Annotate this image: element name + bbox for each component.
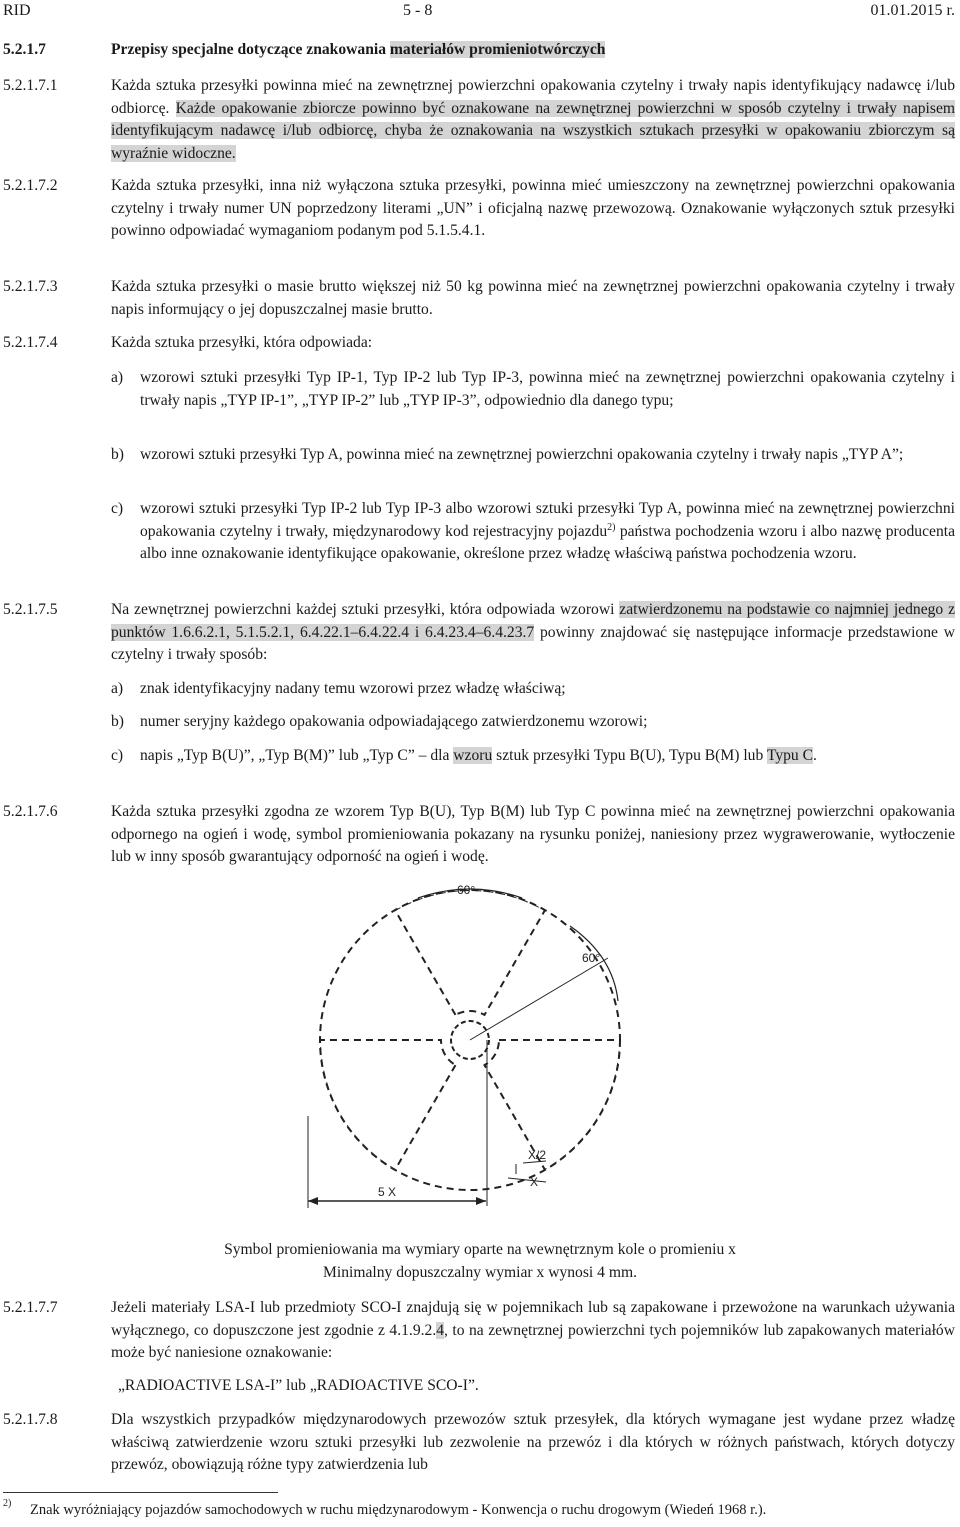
list-item-label: b) [111, 446, 124, 463]
paragraph-number: 5.2.1.7.8 [3, 1411, 58, 1428]
highlighted-text: 4 [436, 1321, 445, 1339]
angle-label-top: 60° [457, 883, 476, 897]
list-item-label: c) [111, 747, 124, 764]
paragraph-number: 5.2.1.7.4 [3, 334, 58, 351]
paragraph-number: 5.2.1.7.6 [3, 803, 58, 820]
header-date: 01.01.2015 r. [870, 2, 955, 19]
page-header [0, 0, 960, 24]
list-item-label: c) [111, 500, 124, 517]
list-item-label: b) [111, 713, 124, 730]
trefoil-blade-3 [320, 1040, 456, 1170]
highlighted-text: Każde opakowanie zbiorcze powinno być oznakowane na zewnętrznej powierzchni w sposób czytelny i trwały napisem identyfikującym nadawcę i/lub odbiorcę, chyba że oznakowania na wszystkich sztukach przesyłki w opakowaniu zbiorczym są wyraźnie widoczne. [111, 99, 956, 162]
marking-example: „RADIOACTIVE LSA-I” lub „RADIOACTIVE SCO-I”. [118, 1377, 479, 1394]
highlighted-text: wzoru [453, 747, 493, 764]
trefoil-blade-1 [395, 890, 545, 1015]
list-item-label: a) [111, 680, 124, 697]
radial-guide-line [470, 958, 608, 1040]
list-item-text: wzorowi sztuki przesyłki Typ A, powinna mieć na zewnętrznej powierzchni opakowania czytelny i trwały napis „TYP A”; [140, 446, 904, 463]
footnote-text: Znak wyróżniający pojazdów samochodowych w ruchu międzynarodowym - Konwencja o ruchu drogowym (Wiedeń 1968 r.). [30, 1502, 767, 1518]
paragraph-number: 5.2.1.7.3 [3, 278, 58, 295]
trefoil-blade-2 [485, 1040, 621, 1170]
section-number: 5.2.1.7 [3, 41, 46, 58]
radiation-symbol-diagram [268, 876, 692, 1232]
dimension-label-x-half: X/2 [528, 1148, 547, 1162]
list-item-text: napis „Typ B(U)”, „Typ B(M)” lub „Typ C” – dla wzoru sztuk przesyłki Typu B(U), Typu B(M) lub Typu C. [140, 747, 817, 764]
dimension-label-5x: 5 X [378, 1185, 397, 1199]
angle-label-right: 60° [582, 951, 601, 965]
paragraph-text: Na zewnętrznej powierzchni każdej sztuki przesyłki, która odpowiada wzorowi zatwierdzonemu na podstawie co najmniej jednego z punktów 1.6.6.2.1, 5.1.5.2.1, 6.4.22.1–6.4.22.4 i 6.4.23.4–6.4.23.7 powinny znajdować się następujące informacje przedstawione w czytelny i trwały sposób: [111, 601, 955, 663]
paragraph-number: 5.2.1.7.1 [3, 77, 58, 94]
paragraph-text: Dla wszystkich przypadków międzynarodowych przewozów sztuk przesyłek, dla których wymagane jest wydane przez władzę właściwą zatwierdzenie wzoru sztuki przesyłki lub zezwolenie na przewóz i dla których w różnych państwach, których dotyczy przewóz, obowiązują różne typy zatwierdzenia lub [111, 1411, 955, 1473]
paragraph-text: Każda sztuka przesyłki, która odpowiada: [111, 334, 373, 351]
header-page-number: 5 - 8 [403, 2, 433, 19]
paragraph-number: 5.2.1.7.7 [3, 1299, 58, 1316]
paragraph-number: 5.2.1.7.2 [3, 177, 58, 194]
figure-caption-2: Minimalny dopuszczalny wymiar x wynosi 4 mm. [323, 1264, 637, 1281]
arrow-left-icon [308, 1197, 318, 1205]
header-doc-name: RID [3, 2, 31, 19]
x-leader [508, 1178, 546, 1182]
paragraph-text: Każda sztuka przesyłki o masie brutto większej niż 50 kg powinna mieć na zewnętrznej powierzchni opakowania czytelny i trwały napis informujący o jej dopuszczalnej masie brutto. [111, 278, 955, 318]
footnote-mark: 2) [3, 1498, 12, 1509]
footnote-reference: 2) [607, 521, 616, 533]
paragraph-text: Jeżeli materiały LSA-I lub przedmioty SCO-I znajdują się w pojemnikach lub są zapakowane i przewożone na warunkach używania wyłącznego, co dopuszczone jest zgodnie z 4.1.9.2.4, to na zewnętrznej powierzchni tych pojemników lub zapakowanych materiałów może być naniesione oznakowanie: [111, 1299, 955, 1361]
highlighted-text: zatwierdzonemu na podstawie co najmniej jednego z punktów 1.6.6.2.1, 5.1.5.2.1, 6.4.22.1–6.4.22.4 i 6.4.23.4–6.4.23.7 [111, 601, 955, 641]
arrow-right-icon [476, 1197, 486, 1205]
paragraph-text: Każda sztuka przesyłki, inna niż wyłączona sztuka przesyłki, powinna mieć umieszczony na zewnętrznej powierzchni opakowania czytelny i trwały numer UN poprzedzony literami „UN” i oficjalną nazwę przewozową. Oznakowanie wyłączonych sztuk przesyłki powinno odpowiadać wymaganiom podanym pod 5.1.5.4.1. [111, 177, 955, 239]
list-item-label: a) [111, 369, 124, 386]
footnote-separator [3, 1492, 278, 1493]
paragraph-number: 5.2.1.7.5 [3, 601, 58, 618]
paragraph-text: Każda sztuka przesyłki zgodna ze wzorem Typ B(U), Typ B(M) lub Typ C powinna mieć na zewnętrznej powierzchni opakowania odpornego na ogień i wodę, symbol promieniowania pokazany na rysunku poniżej, naniesiony przez wygrawerowanie, wytłoczenie lub w inny sposób gwarantujący odporność na ogień i wodę. [111, 803, 955, 865]
list-item-text: numer seryjny każdego opakowania odpowiadającego zatwierdzonemu wzorowi; [140, 713, 648, 730]
figure-caption-1: Symbol promieniowania ma wymiary oparte na wewnętrznym kole o promieniu x [224, 1241, 736, 1258]
list-item-text: znak identyfikacyjny nadany temu wzorowi przez władzę właściwą; [140, 680, 566, 697]
list-item-text: wzorowi sztuki przesyłki Typ IP-2 lub Typ IP-3 albo wzorowi sztuki przesyłki Typ A, powinna mieć na zewnętrznej powierzchni opakowania czytelny i trwały, międzynarodowy kod rejestracyjny pojazdu$^{2)}$ państwa pochodzenia wzoru i albo nazwę producenta albo inne oznakowanie identyfikujące opakowanie, określone przez władzę właściwą państwa pochodzenia wzoru. [140, 500, 956, 562]
list-item-text: wzorowi sztuki przesyłki Typ IP-1, Typ IP-2 lub Typ IP-3, powinna mieć na zewnętrznej powierzchni opakowania czytelny i trwały napis „TYP IP-1”, „TYP IP-2” lub „TYP IP-3”, odpowiednio dla danego typu; [140, 369, 955, 409]
paragraph-text: Każda sztuka przesyłki powinna mieć na zewnętrznej powierzchni opakowania czytelny i trwały napis identyfikujący nadawcę i/lub odbiorcę. Każde opakowanie zbiorcze powinno być oznakowane na zewnętrznej powierzchni w sposób czytelny i trwały napisem identyfikującym nadawcę i/lub odbiorcę, chyba że oznakowania na wszystkich sztukach przesyłki w opakowaniu zbiorczym są wyraźnie widoczne. [111, 77, 956, 162]
dimension-label-x: X [530, 1175, 539, 1189]
highlighted-text: materiałów promieniotwórczych [389, 41, 606, 58]
highlighted-text: Typu C [766, 747, 814, 764]
section-heading: Przepisy specjalne dotyczące znakowania materiałów promieniotwórczych [111, 41, 606, 58]
